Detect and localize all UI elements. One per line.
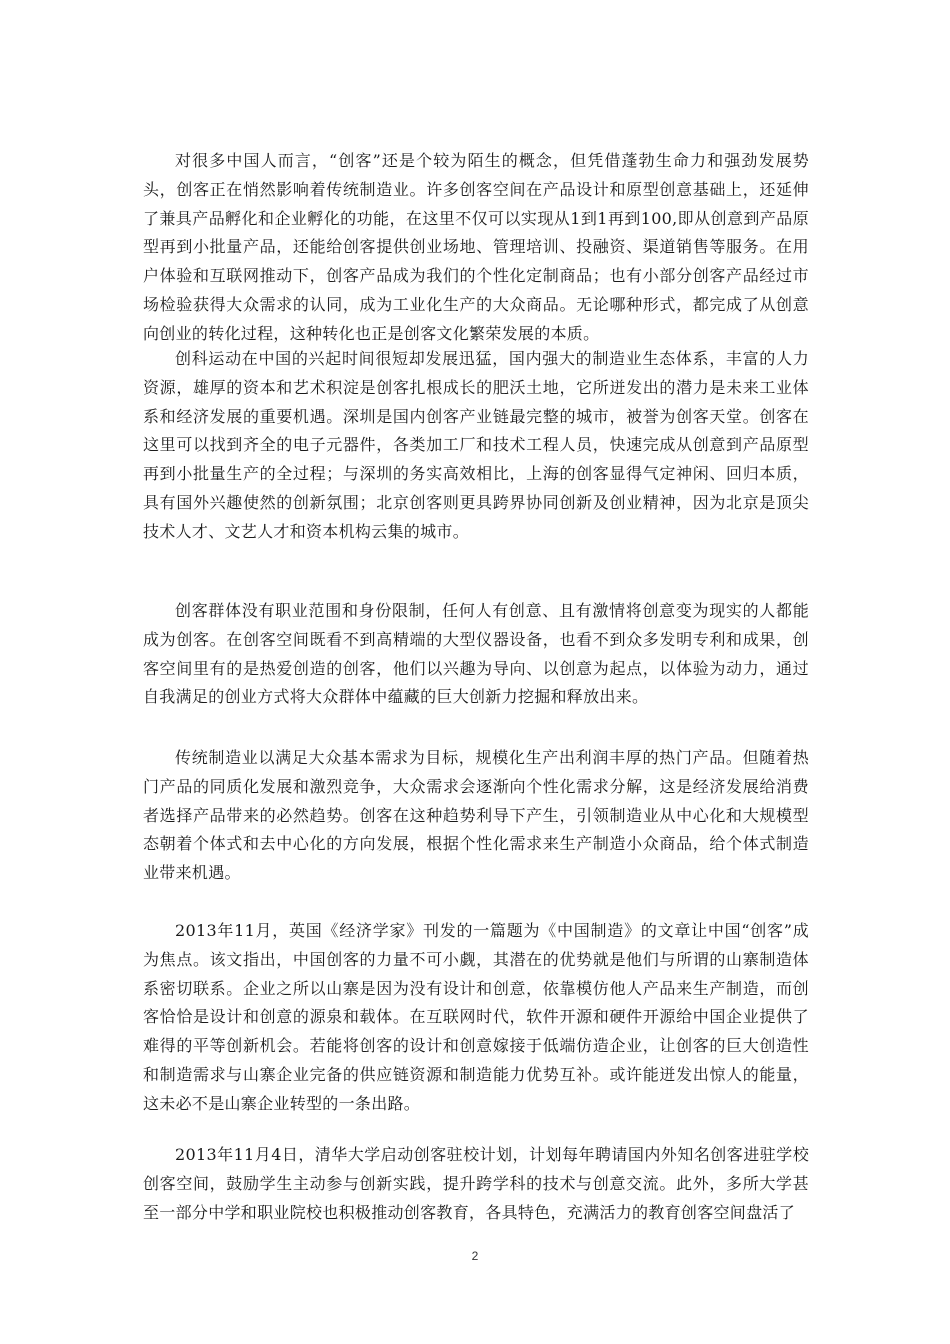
paragraph-3: 创客群体没有职业范围和身份限制，任何人有创意、且有激情将创意变为现实的人都能成为创客。在创客空间既看不到高精端的大型仪器设备，也看不到众多发明专利和成果，创客空间里有的是热爱创造的创客，他们以兴趣为导向、以创意为起点，以体验为动力，通过自我满足的创业方式将大众群体中蕴藏的巨大创新力挖掘和释放出来。 bbox=[143, 601, 809, 707]
paragraph-6: 2013年11月4日，清华大学启动创客驻校计划，计划每年聘请国内外知名创客进驻学校创客空间，鼓励学生主动参与创新实践，提升跨学科的技术与创意交流。此外，多所大学甚至一部分中学和职业院校也积极推动创客教育，各具特色，充满活力的教育创客空间盘活了 bbox=[143, 1145, 809, 1222]
paragraph-5: 2013年11月，英国《经济学家》刊发的一篇题为《中国制造》的文章让中国“创客”成为焦点。该文指出，中国创客的力量不可小觑，其潜在的优势就是他们与所谓的山寨制造体系密切联系。企业之所以山寨是因为没有设计和创意，依靠模仿他人产品来生产制造，而创客恰恰是设计和创意的源泉和载体。在互联网时代，软件开源和硬件开源给中国企业提供了难得的平等创新机会。若能将创客的设计和创意嫁接于低端仿造企业，让创客的巨大创造性和制造需求与山寨企业完备的供应链资源和制造能力优势互补。或许能迸发出惊人的能量，这未必不是山寨企业转型的一条出路。 bbox=[143, 921, 809, 1113]
paragraph-4: 传统制造业以满足大众基本需求为目标，规模化生产出利润丰厚的热门产品。但随着热门产品的同质化发展和激烈竞争，大众需求会逐渐向个性化需求分解，这是经济发展给消费者选择产品带来的必然趋势。创客在这种趋势利导下产生，引领制造业从中心化和大规模型态朝着个体式和去中心化的方向发展，根据个性化需求来生产制造小众商品，给个体式制造业带来机遇。 bbox=[143, 748, 809, 883]
paragraph-2: 创科运动在中国的兴起时间很短却发展迅猛，国内强大的制造业生态体系，丰富的人力资源，雄厚的资本和艺术积淀是创客扎根成长的肥沃土地，它所迸发出的潜力是未来工业体系和经济发展的重要机遇。深圳是国内创客产业链最完整的城市，被誉为创客天堂。创客在这里可以找到齐全的电子元器件，各类加工厂和技术工程人员，快速完成从创意到产品原型再到小批量生产的全过程；与深圳的务实高效相比，上海的创客显得气定神闲、回归本质，具有国外兴趣使然的创新氛围；北京创客则更具跨界协同创新及创业精神，因为北京是顶尖技术人才、文艺人才和资本机构云集的城市。 bbox=[143, 349, 809, 541]
page-number: 2 bbox=[471, 1249, 479, 1263]
paragraph-1: 对很多中国人而言，“创客”还是个较为陌生的概念，但凭借蓬勃生命力和强劲发展势头，创客正在悄然影响着传统制造业。许多创客空间在产品设计和原型创意基础上，还延伸了兼具产品孵化和企业孵化的功能，在这里不仅可以实现从1到1再到100,即从创意到产品原型再到小批量产品，还能给创客提供创业场地、管理培训、投融资、渠道销售等服务。在用户体验和互联网推动下，创客产品成为我们的个性化定制商品；也有小部分创客产品经过市场检验获得大众需求的认同，成为工业化生产的大众商品。无论哪种形式，都完成了从创意向创业的转化过程，这种转化也正是创客文化繁荣发展的本质。 bbox=[143, 151, 809, 343]
